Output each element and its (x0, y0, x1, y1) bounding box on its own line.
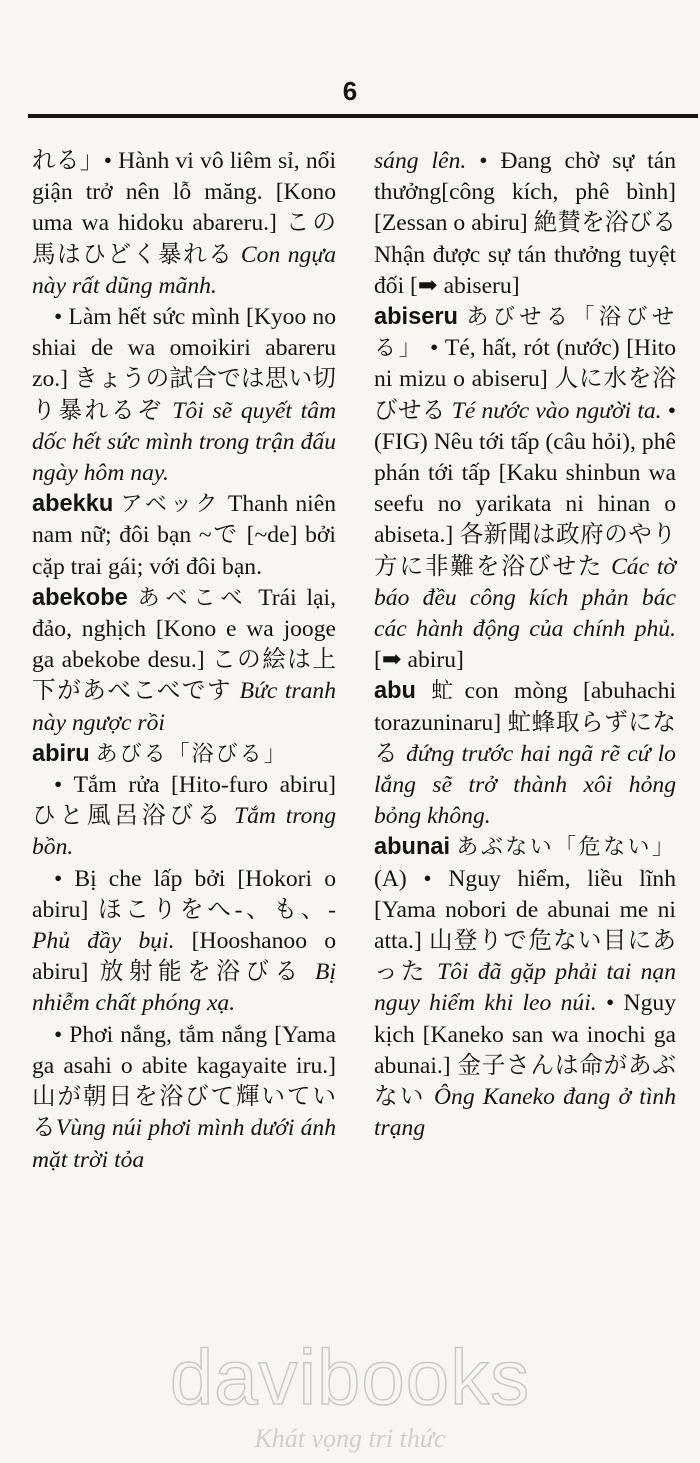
translation: Phủ đầy bụi. (32, 928, 175, 955)
translation: sáng lên. (374, 148, 467, 174)
definition: (A) • Nguy hiểm, liều lĩnh [Yama nobori de abunai me ni atta.] 山登りで危ない目にあった (374, 865, 676, 986)
translation: Tắm trong bồn. (32, 803, 336, 861)
entry-text: • Bị che lấp bởi [Hokori o abiru] ほこりをへ-、も、- (32, 865, 336, 923)
entry-text: • Phơi nắng, tắm nắng [Yama ga asahi o abite kagayaite iru.] 山が朝日を浴びて輝いている (32, 1021, 336, 1142)
headword: abu (374, 678, 416, 705)
translation: Tôi sẽ quyết tâm dốc hết sức mình trong trận đấu ngày hôm nay. (32, 397, 336, 487)
entry-abunai (374, 832, 676, 1144)
entry-text: れる」• Hành vi vô liêm sỉ, nổi giận trở nên lỗ măng. [Kono uma wa hidoku abareru.] この馬はひどく暴れる (32, 148, 336, 268)
definition: Thanh niên nam nữ; đôi bạn ~で [~de] bởi cặp trai gái; với đôi bạn. (32, 491, 337, 580)
entry-text: • Đang chờ sự tán thưởng[công kích, phê bình] [Zessan o abiru] 絶賛を浴びる Nhận được sự tán thưởng tuyệt đối [➡ abiseru] (374, 148, 676, 299)
sense (32, 864, 336, 1020)
entry-abiseru (374, 302, 676, 676)
headword: abiseru (374, 304, 458, 331)
entry-abiru (32, 739, 336, 770)
entry-continuation (374, 146, 676, 302)
entry-text: [Hooshanoo o abiru] 放射能を浴びる (32, 928, 336, 986)
definition: • Té, hất, rót (nước) [Hito ni mizu o abiseru] 人に水を浴びせる (374, 335, 676, 424)
left-column (32, 146, 336, 1176)
sense (32, 770, 336, 864)
headword: abiru (32, 740, 90, 767)
entry-continuation (32, 146, 336, 302)
headword-kana: あびる「浴びる」 (95, 741, 288, 767)
watermark-tagline: Khát vọng tri thức (254, 1424, 446, 1453)
header-rule (28, 114, 698, 118)
entry-text: • Tắm rửa [Hito-furo abiru] ひと風呂浴びる (32, 772, 336, 830)
watermark-brand: davibooks (169, 1333, 531, 1421)
translation: đứng trước hai ngã rẽ cứ lo lắng sẽ trở thành xôi hỏng bỏng không. (374, 740, 676, 830)
sense (32, 302, 336, 489)
translation: Tôi đã gặp phải tai nạn nguy hiểm khi leo núi. (374, 959, 676, 1017)
entry-abu (374, 676, 676, 832)
right-column (374, 146, 676, 1145)
definition: • Nguy kịch [Kaneko san wa inochi ga abunai.] 金子さんは命があぶない (374, 990, 676, 1111)
definition: Trái lại, đảo, nghịch [Kono e wa jooge ga abekobe desu.] この絵は上下があべこべです (32, 584, 336, 705)
translation: Bức tranh này ngược rồi (32, 678, 336, 736)
entry-abekobe (32, 583, 336, 739)
translation: Ông Kaneko đang ở tình trạng (374, 1084, 676, 1142)
headword-kana: あべこべ (137, 585, 249, 611)
translation: Các tờ báo đều công kích phản bác các hành động của chính phủ. (374, 553, 676, 643)
translation: Con ngựa này rất dũng mãnh. (32, 241, 336, 299)
definition: con mòng [abuhachi torazuninaru] 虻蜂取らずになる (374, 678, 676, 767)
cross-reference: [➡ abiru] (374, 647, 464, 674)
entry-text: • Làm hết sức mình [Kyoo no shiai de wa omoikiri abareru zo.] きょうの試合では思い切り暴れるぞ (32, 304, 336, 424)
headword-kana: あぶない「危ない」 (456, 835, 676, 861)
page-number: 6 (342, 76, 358, 106)
headword-kana: アベック (120, 492, 221, 518)
translation: Bị nhiễm chất phóng xạ. (32, 959, 336, 1017)
headword-kanji: 虻 (431, 679, 465, 705)
definition: • (FIG) Nêu tới tấp (câu hỏi), phê phán tới tấp [Kaku shinbun wa seefu no yarikata ni hinan o abiseta.] 各新聞は政府のやり方に非難を浴びせた (374, 397, 676, 580)
headword: abekku (32, 491, 114, 518)
translation: Té nước vào người ta. (451, 397, 662, 424)
headword: abunai (374, 834, 451, 861)
entry-abekku (32, 489, 336, 583)
headword-kana: あびせる「浴びせる」 (374, 305, 676, 362)
headword: abekobe (32, 584, 128, 611)
sense (32, 1020, 336, 1176)
translation: Vùng núi phơi mình dưới ánh mặt trời tỏa (32, 1115, 337, 1173)
